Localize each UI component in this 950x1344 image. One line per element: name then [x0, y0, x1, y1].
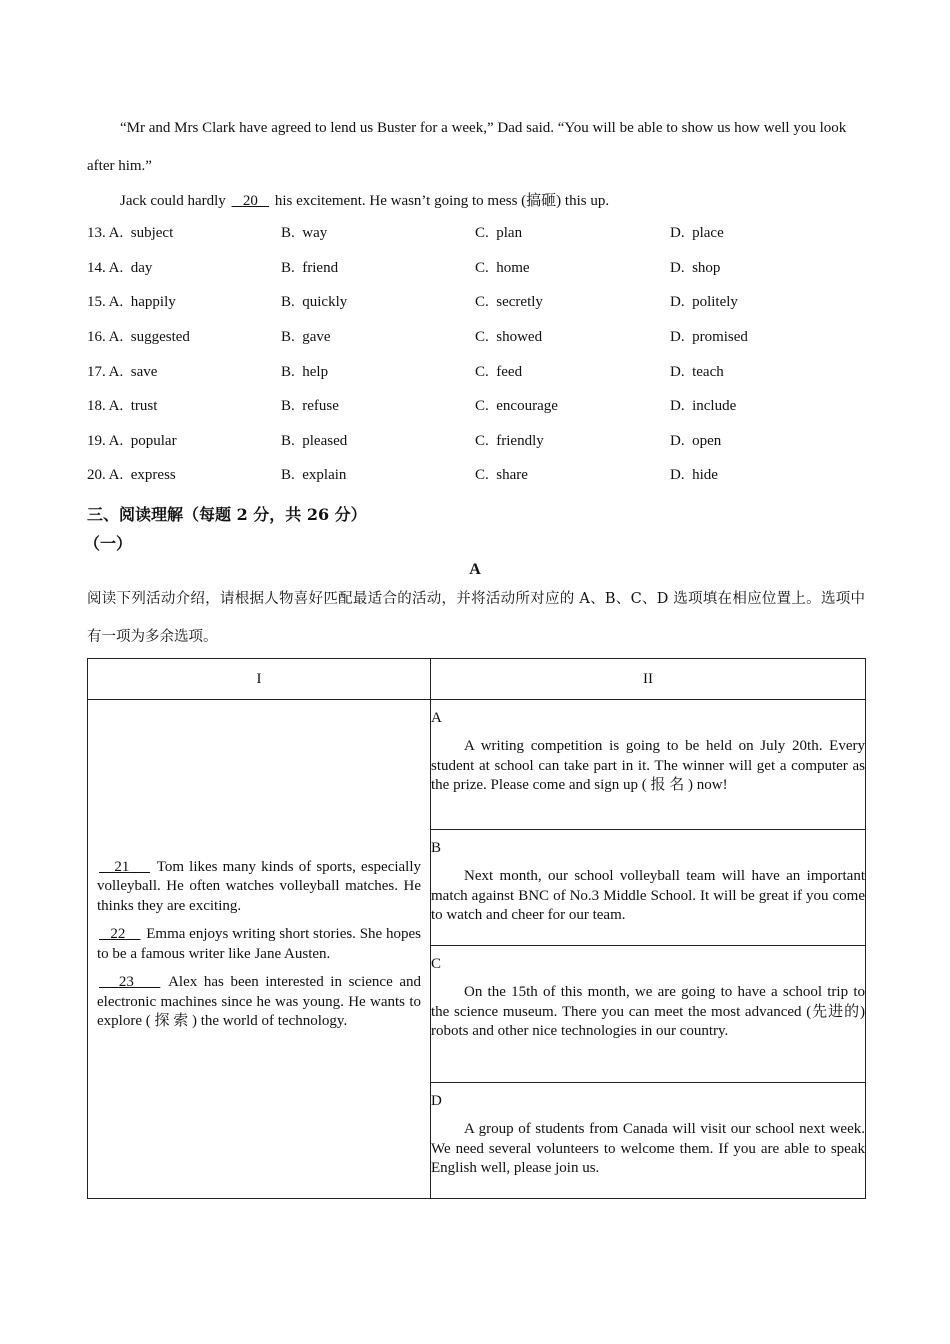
option-c-text: encourage [496, 398, 558, 414]
subsection-heading: （一） [84, 534, 133, 553]
option-a[interactable] [87, 398, 157, 415]
option-d-label: D. [670, 364, 685, 380]
option-b-text: explain [302, 467, 347, 483]
option-d[interactable] [670, 467, 718, 484]
option-b[interactable] [281, 398, 339, 415]
activity-cell-b [431, 830, 866, 946]
story-paragraph: “Mr and Mrs Clark have agreed to lend us Buster for a week,” Dad said. “You will be able to show us how well you look after him.” [87, 120, 847, 174]
option-c-label: C. [475, 294, 489, 310]
column-header-ii: II [431, 659, 866, 700]
blank-line-text-after: his excitement. He wasn’t going to mess (搞砸) this up. [271, 193, 610, 209]
option-d[interactable] [670, 329, 748, 346]
option-row [87, 225, 867, 249]
option-a[interactable] [87, 433, 177, 450]
section-heading: 三、阅读理解（每题 2 分，共 26 分） [87, 505, 367, 524]
option-d[interactable] [670, 364, 724, 381]
activity-text: Next month, our school volleyball team will have an important match against BNC of No.3 Middle School. It will be great if you come to watch and cheer for our team. [431, 868, 865, 923]
option-c[interactable] [475, 329, 542, 346]
option-b-label: B. [281, 433, 295, 449]
person-item [97, 973, 421, 1032]
option-b-text: friend [302, 260, 339, 276]
option-c[interactable] [475, 364, 522, 381]
person-item [97, 858, 421, 917]
option-a-text: subject [130, 225, 174, 241]
option-b[interactable] [281, 364, 328, 381]
question-number: 14. A. [87, 260, 124, 276]
option-b-text: gave [302, 329, 331, 345]
blank-20[interactable] [230, 193, 272, 209]
people-cell [88, 700, 431, 1199]
option-c-text: plan [496, 225, 523, 241]
activity-text: On the 15th of this month, we are going to have a school trip to the science museum. There you can meet the most advanced (先进的) robots and other nice technologies in our country. [431, 984, 865, 1039]
option-b-label: B. [281, 398, 295, 414]
question-number: 20. A. [87, 467, 124, 483]
option-a[interactable] [87, 329, 190, 346]
person-description: Alex has been interested in science and electronic machines since he was young. He wants to explore ( 探 索 ) the world of technology. [97, 974, 421, 1029]
option-d[interactable] [670, 294, 738, 311]
option-c-label: C. [475, 329, 489, 345]
option-d[interactable] [670, 260, 720, 277]
option-c-label: C. [475, 260, 489, 276]
column-header-i: I [88, 659, 431, 700]
question-number: 13. A. [87, 225, 124, 241]
option-b-label: B. [281, 225, 295, 241]
activity-cell-c [431, 946, 866, 1083]
option-b-text: help [302, 364, 329, 380]
option-c-text: showed [496, 329, 543, 345]
blank-23-number: 23 [118, 974, 134, 990]
option-a[interactable] [87, 225, 173, 242]
question-number: 19. A. [87, 433, 124, 449]
option-b-text: quickly [302, 294, 348, 310]
option-c[interactable] [475, 433, 544, 450]
option-c-label: C. [475, 433, 489, 449]
option-b-text: pleased [302, 433, 348, 449]
blank-21-number: 21 [114, 858, 130, 875]
activity-letter: B [431, 840, 442, 856]
option-row [87, 398, 867, 422]
option-c[interactable] [475, 260, 530, 277]
question-number: 16. A. [87, 329, 124, 345]
option-b-text: way [302, 225, 328, 241]
option-row [87, 364, 867, 388]
person-item [97, 925, 421, 964]
option-row [87, 433, 867, 457]
story-paragraph-blank-line [120, 189, 609, 210]
option-b-label: B. [281, 467, 295, 483]
option-a-text: save [130, 364, 158, 380]
option-d[interactable] [670, 225, 724, 242]
option-d-text: promised [692, 329, 748, 345]
option-d-label: D. [670, 467, 685, 483]
blank-line-text-before: Jack could hardly [120, 193, 230, 209]
option-d-text: politely [692, 294, 738, 310]
option-d-text: place [692, 225, 724, 241]
option-c-text: home [496, 260, 530, 276]
question-number: 18. A. [87, 398, 124, 414]
option-c-label: C. [475, 225, 489, 241]
option-d-text: hide [692, 467, 718, 483]
option-a[interactable] [87, 260, 152, 277]
option-a-text: express [130, 467, 176, 483]
question-number: 15. A. [87, 294, 124, 310]
option-a-text: suggested [130, 329, 190, 345]
option-d[interactable] [670, 398, 736, 415]
matching-table [87, 658, 866, 1199]
option-d-label: D. [670, 433, 685, 449]
option-c-text: share [496, 467, 528, 483]
blank-21[interactable] [97, 859, 152, 875]
option-d-text: include [692, 398, 737, 414]
option-a[interactable] [87, 364, 157, 381]
option-a[interactable] [87, 294, 176, 311]
activity-text: A writing competition is going to be held on July 20th. Every student at school can take part in it. The winner will get a computer as the prize. Please come and sign up ( 报 名 ) now! [431, 738, 865, 793]
option-b[interactable] [281, 467, 346, 484]
activity-letter: D [431, 1093, 442, 1109]
option-b[interactable] [281, 433, 347, 450]
option-a-text: trust [130, 398, 158, 414]
question-number: 17. A. [87, 364, 124, 380]
part-title: A [469, 561, 481, 578]
option-b-label: B. [281, 364, 295, 380]
option-c[interactable] [475, 225, 522, 242]
option-a[interactable] [87, 467, 176, 484]
option-c-text: feed [496, 364, 523, 380]
instructions: 阅读下列活动介绍，请根据人物喜好匹配最适合的活动，并将活动所对应的 A、B、C、D 选项填在相应位置上。选项中有一项为多余选项。 [87, 591, 865, 645]
option-b-label: B. [281, 329, 295, 345]
option-d-label: D. [670, 329, 685, 345]
option-d-label: D. [670, 260, 685, 276]
option-d-text: teach [692, 364, 724, 380]
option-c[interactable] [475, 294, 543, 311]
option-row [87, 329, 867, 353]
option-d-text: shop [692, 260, 721, 276]
option-d-label: D. [670, 294, 685, 310]
option-c-label: C. [475, 398, 489, 414]
option-a-text: happily [130, 294, 176, 310]
option-row [87, 260, 867, 284]
option-b-label: B. [281, 294, 295, 310]
blank-20-number: 20 [242, 193, 258, 209]
option-d-label: D. [670, 398, 685, 414]
option-b-label: B. [281, 260, 295, 276]
option-d-text: open [692, 433, 722, 449]
option-d[interactable] [670, 433, 721, 450]
activity-letter: C [431, 956, 442, 972]
option-b[interactable] [281, 225, 327, 242]
option-b[interactable] [281, 329, 331, 346]
blank-23[interactable] [97, 974, 162, 990]
option-b[interactable] [281, 294, 347, 311]
person-description: Tom likes many kinds of sports, especially volleyball. He often watches volleyball matches. He thinks they are exciting. [97, 858, 422, 914]
activity-text: A group of students from Canada will visit our school next week. We need several volunteers to welcome them. If you are able to speak English well, please join us. [431, 1121, 865, 1176]
option-d-label: D. [670, 225, 685, 241]
option-c-label: C. [475, 364, 489, 380]
option-row [87, 467, 867, 491]
option-c-label: C. [475, 467, 489, 483]
option-a-text: popular [130, 433, 177, 449]
option-c[interactable] [475, 398, 558, 415]
blank-22-number: 22 [110, 926, 126, 942]
activity-cell-a [431, 700, 866, 830]
option-b-text: refuse [302, 398, 339, 414]
option-a-text: day [130, 260, 153, 276]
option-c-text: secretly [496, 294, 543, 310]
activity-letter: A [431, 710, 442, 726]
people-list [88, 858, 430, 1032]
blank-22[interactable] [97, 926, 142, 942]
option-row [87, 294, 867, 318]
option-c-text: friendly [496, 433, 544, 449]
option-b[interactable] [281, 260, 338, 277]
option-c[interactable] [475, 467, 528, 484]
person-description: Emma enjoys writing short stories. She hopes to be a famous writer like Jane Austen. [97, 926, 421, 962]
activity-cell-d [431, 1083, 866, 1199]
